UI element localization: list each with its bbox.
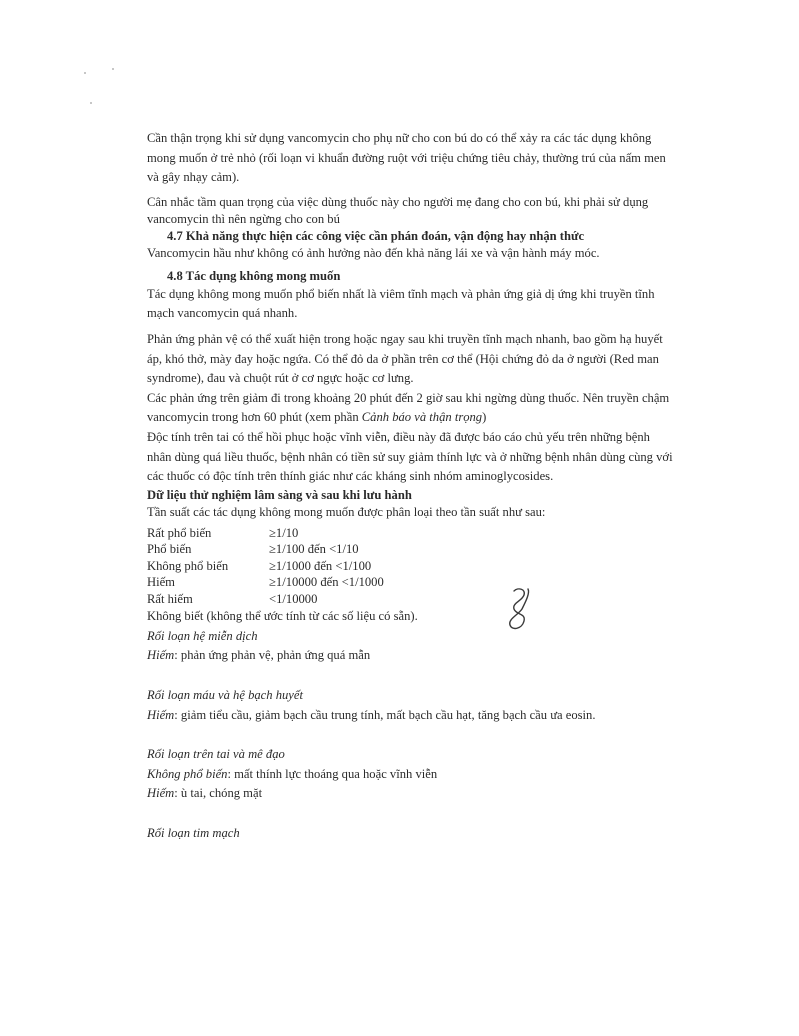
section-ear-entry-2 <box>147 784 675 804</box>
frequency-term: Không phổ biến <box>147 766 228 781</box>
spacer <box>147 666 675 686</box>
frequency-row <box>147 525 675 542</box>
paragraph-4-8-ototoxicity: Độc tính trên tai có thể hồi phục hoặc vĩnh viễn, điều này đã được báo cáo chủ yếu trên những bệnh nhân dùng quá liều thuốc, bệnh nhân có tiền sử suy giảm thính lực và ở những bệnh nhân dùng cùng với các thuốc có độc tính trên thính giác như các kháng sinh nhóm aminoglycosides. <box>147 429 673 484</box>
spacer <box>147 725 675 745</box>
frequency-label: Hiếm <box>147 575 175 590</box>
scan-speck <box>90 102 92 104</box>
heading-4-7: 4.7 Khả năng thực hiện các công việc cần phán đoán, vận động hay nhận thức <box>167 228 585 243</box>
section-ear-title: Rối loạn trên tai và mê đạo <box>147 747 285 762</box>
paragraph-4-7: Vancomycin hầu như không có ảnh hưởng nào đến khả năng lái xe và vận hành máy móc. <box>147 245 600 260</box>
document-body <box>147 129 675 844</box>
frequency-term: Hiếm <box>147 707 175 722</box>
frequency-label: Rất phổ biến <box>147 525 212 540</box>
frequency-table <box>147 525 675 608</box>
cross-reference: Cảnh báo và thận trọng <box>361 410 483 425</box>
paragraph-4-8-common: Tác dụng không mong muốn phổ biến nhất là viêm tĩnh mạch và phản ứng giả dị ứng khi truyền tĩnh mạch vancomycin quá nhanh. <box>147 286 655 321</box>
infusion-text-end: ) <box>482 410 487 425</box>
paragraph-4-8-anaphylaxis: Phản ứng phản vệ có thể xuất hiện trong hoặc ngay sau khi truyền tĩnh mạch nhanh, bao gồm hạ huyết áp, khó thở, mày đay hoặc ngứa. Có thể đỏ da ở phần trên cơ thể (Hội chứng đỏ da ở người (Red man syndrome), đau và chuột rút ở cơ ngực hoặc cơ lưng. <box>147 331 663 386</box>
handwritten-initial-mark <box>500 585 540 635</box>
frequency-value: <1/10000 <box>269 591 318 606</box>
spacer <box>147 804 675 824</box>
entry-text: : giảm tiểu cầu, giảm bạch cầu trung tính, mất bạch cầu hạt, tăng bạch cầu ưa eosin. <box>174 707 596 722</box>
frequency-row <box>147 574 675 591</box>
frequency-value: ≥1/10000 đến <1/1000 <box>269 575 384 590</box>
section-immune-title: Rối loạn hệ miễn dịch <box>147 628 258 643</box>
section-immune-entry <box>147 646 675 666</box>
entry-text: : ù tai, chóng mặt <box>174 786 263 801</box>
paragraph-frequency-unknown: Không biết (không thể ước tính từ các số liệu có sẵn). <box>147 609 418 624</box>
section-blood-title: Rối loạn máu và hệ bạch huyết <box>147 688 303 702</box>
section-ear-entry-1 <box>147 765 675 785</box>
frequency-row <box>147 541 675 558</box>
infusion-text: Các phản ứng trên giảm đi trong khoảng 20 phút đến 2 giờ sau khi ngừng dùng thuốc. Nên truyền chậm vancomycin trong hơn 60 phút (xem phần <box>147 390 670 425</box>
paragraph-frequency-intro: Tần suất các tác dụng không mong muốn được phân loại theo tần suất như sau: <box>147 504 546 519</box>
frequency-row <box>147 591 675 608</box>
entry-text: : mất thính lực thoáng qua hoặc vĩnh viễn <box>227 766 438 781</box>
frequency-term: Hiếm <box>147 786 175 801</box>
frequency-label: Rất hiếm <box>147 591 193 606</box>
heading-4-8: 4.8 Tác dụng không mong muốn <box>167 268 341 283</box>
paragraph-4-8-infusion <box>147 389 675 428</box>
section-blood-entry <box>147 706 675 726</box>
frequency-value: ≥1/100 đến <1/10 <box>269 542 359 557</box>
frequency-label: Phổ biến <box>147 542 192 557</box>
scan-speck <box>84 72 86 74</box>
paragraph-breastfeeding-consider: Cân nhắc tầm quan trọng của việc dùng thuốc này cho người mẹ đang cho con bú, khi phải sử dụng vancomycin thì nên ngừng cho con bú <box>147 194 649 226</box>
scan-speck <box>112 68 114 70</box>
frequency-value: ≥1/10 <box>269 525 299 540</box>
paragraph-breastfeeding-caution: Cần thận trọng khi sử dụng vancomycin cho phụ nữ cho con bú do có thể xảy ra các tác dụng không mong muốn ở trẻ nhỏ (rối loạn vi khuẩn đường ruột với triệu chứng tiêu chảy, thường trú của nấm men và gây nhạy cảm). <box>147 131 666 185</box>
entry-text: : phản ứng phản vệ, phản ứng quá mẫn <box>174 648 371 663</box>
heading-clinical-data: Dữ liệu thử nghiệm lâm sàng và sau khi lưu hành <box>147 487 412 502</box>
frequency-value: ≥1/1000 đến <1/100 <box>269 558 372 573</box>
frequency-label: Không phổ biến <box>147 558 229 573</box>
frequency-term: Hiếm <box>147 648 175 663</box>
section-cardiac-title: Rối loạn tim mạch <box>147 825 240 840</box>
frequency-row <box>147 558 675 575</box>
